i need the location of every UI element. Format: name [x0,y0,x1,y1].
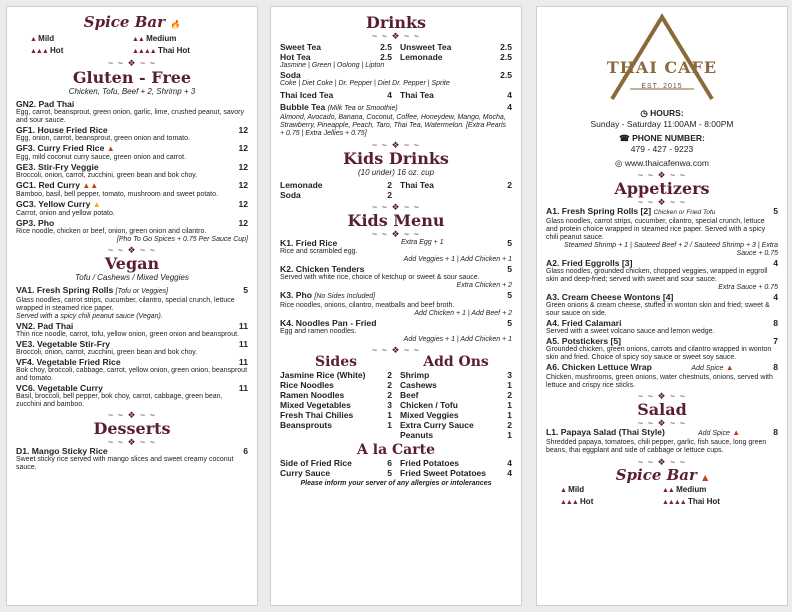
menu-item: GE3. Stir-Fry Veggie 12 [16,162,248,172]
item-desc: Chicken, mushrooms, green onions, water chestnuts, onions, served with lettuce and crispy rice sticks. [546,374,773,389]
spice-bar-title-bottom [546,466,778,484]
item-note: Served with a spicy chili peanut sauce (Vegan). [16,313,163,320]
menu-item: Lemonade 2 [280,180,392,190]
menu-item: GN2. Pad Thai [16,99,75,109]
item-desc: Sweet sticky rice served with mango slices and sweet creamy coconut sauce. [16,456,234,471]
spice-level-medium: ▲▲ Medium [662,485,707,494]
ornament-divider: ~ ~ ❖ ~ ~ [371,140,421,150]
item-desc: Egg, carrot, beansprout, green onion, garlic, lime, crushed peanut, savory and sour sauce. [16,109,245,124]
ornament-divider: ~ ~ ❖ ~ ~ [637,418,687,428]
item-desc: Egg, onion, carrot, beansprout, green onion and tomato. [16,135,190,142]
menu-item: VE3. Vegetable Stir-Fry 11 [16,339,248,349]
item-note: Add Chicken + 1 | Add Beef + 2 [414,310,512,317]
menu-item: Thai Tea 4 [400,90,512,100]
brand-est: EST. 2015 [641,83,683,90]
ornament-divider: ~ ~ ❖ ~ ~ [371,202,421,212]
sides-column [280,354,392,440]
menu-item: K4. Noodles Pan - Fried 5 [280,318,512,328]
item-desc: Coke | Diet Coke | Dr. Pepper | Diet Dr. Pepper | Sprite [280,80,450,87]
a-la-carte-title: A la Carte [357,442,435,458]
vegan-subtitle: Tofu / Cashews / Mixed Veggies [75,273,189,282]
drinks-grid [280,42,512,62]
ornament-divider: ~ ~ ❖ ~ ~ [371,229,421,239]
phone-block: ☎ PHONE NUMBER: 479 - 427 - 9223 [619,133,705,154]
spice-level-hot: ▲▲▲ Hot [30,46,64,55]
item-desc: Broccoli, onion, carrot, zucchini, green bean and bok choy. [16,349,198,356]
item-desc: Almond, Avocado, Banana, Coconut, Coffee, Honeydew, Mango, Mocha, Strawberry, Pineapple, Peach, Taro, Thai Tea, Watermelon. [Extra Pearls + 0.75 | Extra Jellies + 0.75] [280,114,507,137]
add-ons-title: Add Ons [423,354,489,370]
menu-item: Fried Sweet Potatoes 4 [400,468,512,478]
spice-bar-title-text: Spice Bar [615,466,697,484]
clock-icon: ◷ [640,108,648,118]
item-desc: Jasmine | Green | Oolong | Lipton [280,62,385,69]
ornament-divider: ~ ~ ❖ ~ ~ [371,31,421,41]
chili-icon: ▲▲▲▲ [132,48,156,55]
menu-item: Mixed Veggies 1 [400,410,512,420]
menu-item: Fresh Thai Chilies 1 [280,410,392,420]
menu-item: D1. Mango Sticky Rice 6 [16,446,248,456]
menu-item: A1. Fresh Spring Rolls [2] Chicken or Fried Tofu 5 [546,206,778,216]
gluten-free-subtitle: Chicken, Tofu, Beef + 2, Shrimp + 3 [68,87,196,96]
item-note: Add Veggies + 1 | Add Chicken + 1 [403,256,512,263]
item-desc: Bok choy, broccoli, cabbage, carrot, yellow onion, green onion, beansprout and tomato. [16,367,248,382]
menu-item: Extra Curry Sauce 2 [400,420,512,430]
chili-icon: ▲▲ [662,487,674,494]
ornament-divider: ~ ~ ❖ ~ ~ [107,245,157,255]
spice-bar-title-text: Spice Bar [83,13,165,31]
flame-icon: 🔥 [170,19,181,29]
website-link[interactable]: www.thaicafenwa.com [624,158,709,168]
spice-level-mild: ▲ Mild [30,34,55,43]
menu-item: VF4. Vegetable Fried Rice 11 [16,357,248,367]
menu-item: Curry Sauce 5 [280,468,392,478]
ornament-divider: ~ ~ ❖ ~ ~ [637,457,687,467]
allergy-note: Please inform your server of any allergies or intolerances [300,480,492,487]
spice-bar-title [16,13,248,31]
vegan-title: Vegan [104,254,160,273]
menu-item: A4. Fried Calamari 8 [546,318,778,328]
item-note: [Pho To Go Spices + 0.75 Per Sauce Cup] [116,236,248,243]
ornament-divider: ~ ~ ❖ ~ ~ [107,58,157,68]
menu-item: Jasmine Rice (White) 2 [280,370,392,380]
menu-item: Beansprouts 1 [280,420,392,430]
appetizers-list [546,206,778,390]
item-note: Extra Chicken + 2 [456,282,512,289]
globe-icon: ◎ [615,158,623,168]
flame-icon: ▲▲ [82,181,99,190]
menu-item: Soda 2.5 [280,70,512,80]
kids-drinks-grid [280,180,512,200]
menu-panel-left [6,6,258,606]
ornament-divider: ~ ~ ❖ ~ ~ [107,437,157,447]
drinks-title: Drinks [365,13,427,32]
sides-title: Sides [314,354,357,370]
spice-level-thai-hot: ▲▲▲▲ Thai Hot [132,46,190,55]
menu-item: Rice Noodles 2 [280,380,392,390]
flame-icon: ▲ [106,144,115,153]
menu-item: Thai Iced Tea 4 [280,90,392,100]
menu-item: A3. Cream Cheese Wontons [4] 4 [546,292,778,302]
item-note: Steamed Shrimp + 1 | Sauteed Beef + 2 / Sauteed Shrimp + 3 | Extra Sauce + 0.75 [564,242,778,257]
item-desc: Served with white rice, choice of ketchup or sweet & sour sauce. [280,274,480,281]
item-desc: Grounded chicken, green onions, carrots and cilantro wrapped in wonton skin and fried. Choice of spicy soy sauce or sweet soy sauce. [546,346,772,361]
menu-item: K2. Chicken Tenders 5 [280,264,512,274]
menu-item: A2. Fried Eggrolls [3] 4 [546,258,778,268]
menu-item: Side of Fried Rice 6 [280,458,392,468]
menu-item: Soda 2 [280,190,392,200]
item-desc: Thin rice noodle, carrot, tofu, yellow onion, green onion and beansprout. [16,331,239,338]
kids-menu-list [280,238,512,344]
kids-drinks-subtitle: (10 under) 16 oz. cup [357,168,435,177]
website-block [546,158,778,169]
menu-item: Fried Potatoes 4 [400,458,512,468]
item-desc: Egg and ramen noodles. [280,328,357,335]
menu-panel-right [536,6,788,606]
chili-icon: ▲▲▲ [560,499,578,506]
hours-text: Sunday - Saturday 11:00AM - 8:00PM [590,119,734,129]
item-desc: Glass noodles, grounded chicken, chopped veggies, wrapped in eggroll skin and deep-fried; served with sweet and sour sauce. [546,268,768,283]
gluten-free-title: Gluten - Free [72,68,192,87]
menu-item: Bubble Tea (Milk Tea or Smoothie) 4 [280,102,512,112]
menu-item: Unsweet Tea 2.5 [400,42,512,52]
item-note: Add Veggies + 1 | Add Chicken + 1 [403,336,512,343]
kids-menu-title: Kids Menu [347,211,445,230]
item-desc: Glass noodles, carrot strips, cucumber, cilantro, special crunch, lettuce and protein choice wrapped in steamed rice paper. Served with a spicy chili peanut sauce. [546,218,766,241]
phone-text[interactable]: 479 - 427 - 9223 [630,144,694,154]
menu-item: Peanuts 1 [400,430,512,440]
item-desc: Glass noodles, carrot strips, cucumber, cilantro, special crunch, lettuce wrapped in steamed rice paper. [16,297,235,312]
menu-item: A6. Chicken Lettuce Wrap Add Spice ▲ 8 [546,362,778,372]
spice-level-thai-hot: ▲▲▲▲ Thai Hot [662,497,720,506]
item-desc: Rice noodle, chicken or beef, onion, green onion and cilantro. [16,228,207,235]
chili-icon: ▲ [30,36,36,43]
chili-icon: ▲ [560,487,566,494]
ornament-divider: ~ ~ ❖ ~ ~ [637,391,687,401]
menu-item: K1. Fried Rice Extra Egg + 1 5 [280,238,512,248]
item-desc: Served with a sweet volcano sauce and lemon wedge. [546,328,715,335]
item-desc: Shredded papaya, tomatoes, chili pepper, garlic, fish sauce, long green beans, thai eggplant and side of cabbage or lettuce cups. [546,439,767,454]
item-note: Extra Sauce + 0.75 [718,284,778,291]
spice-legend [16,31,248,59]
flame-icon: ▲ [732,428,741,437]
ornament-divider: ~ ~ ❖ ~ ~ [637,170,687,180]
spice-legend [546,484,778,508]
ornament-divider: ~ ~ ❖ ~ ~ [371,345,421,355]
item-desc: Carrot, onion and yellow potato. [16,210,115,217]
chili-icon: ▲▲▲▲ [662,499,686,506]
sides-addons [280,354,512,440]
hours-block: ◷ HOURS: Sunday - Saturday 11:00AM - 8:00PM [590,108,734,129]
vegan-list [16,285,248,409]
addons-column [400,354,512,440]
salad-title: Salad [637,400,687,419]
item-desc: Bamboo, basil, bell pepper, tomato, mushroom and sweet potato. [16,191,218,198]
thai-tea-row [280,90,512,100]
thai-cafe-logo [546,13,778,90]
menu-item: GF3. Curry Fried Rice ▲ 12 [16,143,248,153]
flame-icon: ▲ [702,472,709,482]
chili-icon: ▲▲ [132,36,144,43]
menu-item: GC3. Yellow Curry ▲ 12 [16,199,248,209]
item-desc: Green onions & cream cheese, stuffed in wonton skin and fried; sweet & sour sauce on side. [546,302,770,317]
menu-item: GP3. Pho 12 [16,218,248,228]
menu-item: Ramen Noodles 2 [280,390,392,400]
menu-item: GF1. House Fried Rice 12 [16,125,248,135]
chili-icon: ▲▲▲ [30,48,48,55]
item-desc: Egg, mild coconut curry sauce, green onion and carrot. [16,154,187,161]
spice-level-hot: ▲▲▲ Hot [560,497,594,506]
menu-item: Cashews 1 [400,380,512,390]
a-la-carte-grid [280,458,512,478]
menu-item: VN2. Pad Thai 11 [16,321,248,331]
desserts-title: Desserts [93,419,171,438]
menu-item: GC1. Red Curry ▲▲ 12 [16,180,248,190]
brand-name: THAI CAFE [606,58,718,77]
menu-item: A5. Potstickers [5] 7 [546,336,778,346]
spice-level-medium: ▲▲ Medium [132,34,177,43]
gluten-free-list [16,99,248,244]
kids-drinks-title: Kids Drinks [343,149,449,168]
menu-item: Lemonade 2.5 [400,52,512,62]
item-desc: Rice noodles, onions, cilantro, meatballs and beef broth. [280,302,455,309]
menu-panel-middle [270,6,522,606]
ornament-divider: ~ ~ ❖ ~ ~ [637,197,687,207]
menu-item: Sweet Tea 2.5 [280,42,392,52]
menu-item: Thai Tea 2 [400,180,512,190]
item-desc: Broccoli, onion, carrot, zucchini, green bean and bok choy. [16,172,198,179]
menu-item: Hot Tea 2.5 [280,52,392,62]
ornament-divider: ~ ~ ❖ ~ ~ [107,410,157,420]
menu-item: Beef 2 [400,390,512,400]
menu-item: K3. Pho [No Sides Included] 5 [280,290,512,300]
item-desc: Rice and scrambled egg. [280,248,358,255]
appetizers-title: Appetizers [614,179,710,198]
item-desc: Basil, broccoli, bell pepper, bok choy, carrot, cabbage, green bean, zucchini and bamboo. [16,393,223,408]
menu-item: Mixed Vegetables 3 [280,400,392,410]
menu-item: Shrimp 3 [400,370,512,380]
menu-item: Chicken / Tofu 1 [400,400,512,410]
menu-item: L1. Papaya Salad (Thai Style) Add Spice ▲ 8 [546,427,778,437]
spice-level-mild: ▲ Mild [560,485,585,494]
flame-icon: ▲ [725,363,734,372]
menu-item: VC6. Vegetable Curry 11 [16,383,248,393]
flame-icon: ▲ [92,200,101,209]
menu-item: VA1. Fresh Spring Rolls [Tofu or Veggies] 5 [16,285,248,295]
phone-icon: ☎ [619,133,630,143]
